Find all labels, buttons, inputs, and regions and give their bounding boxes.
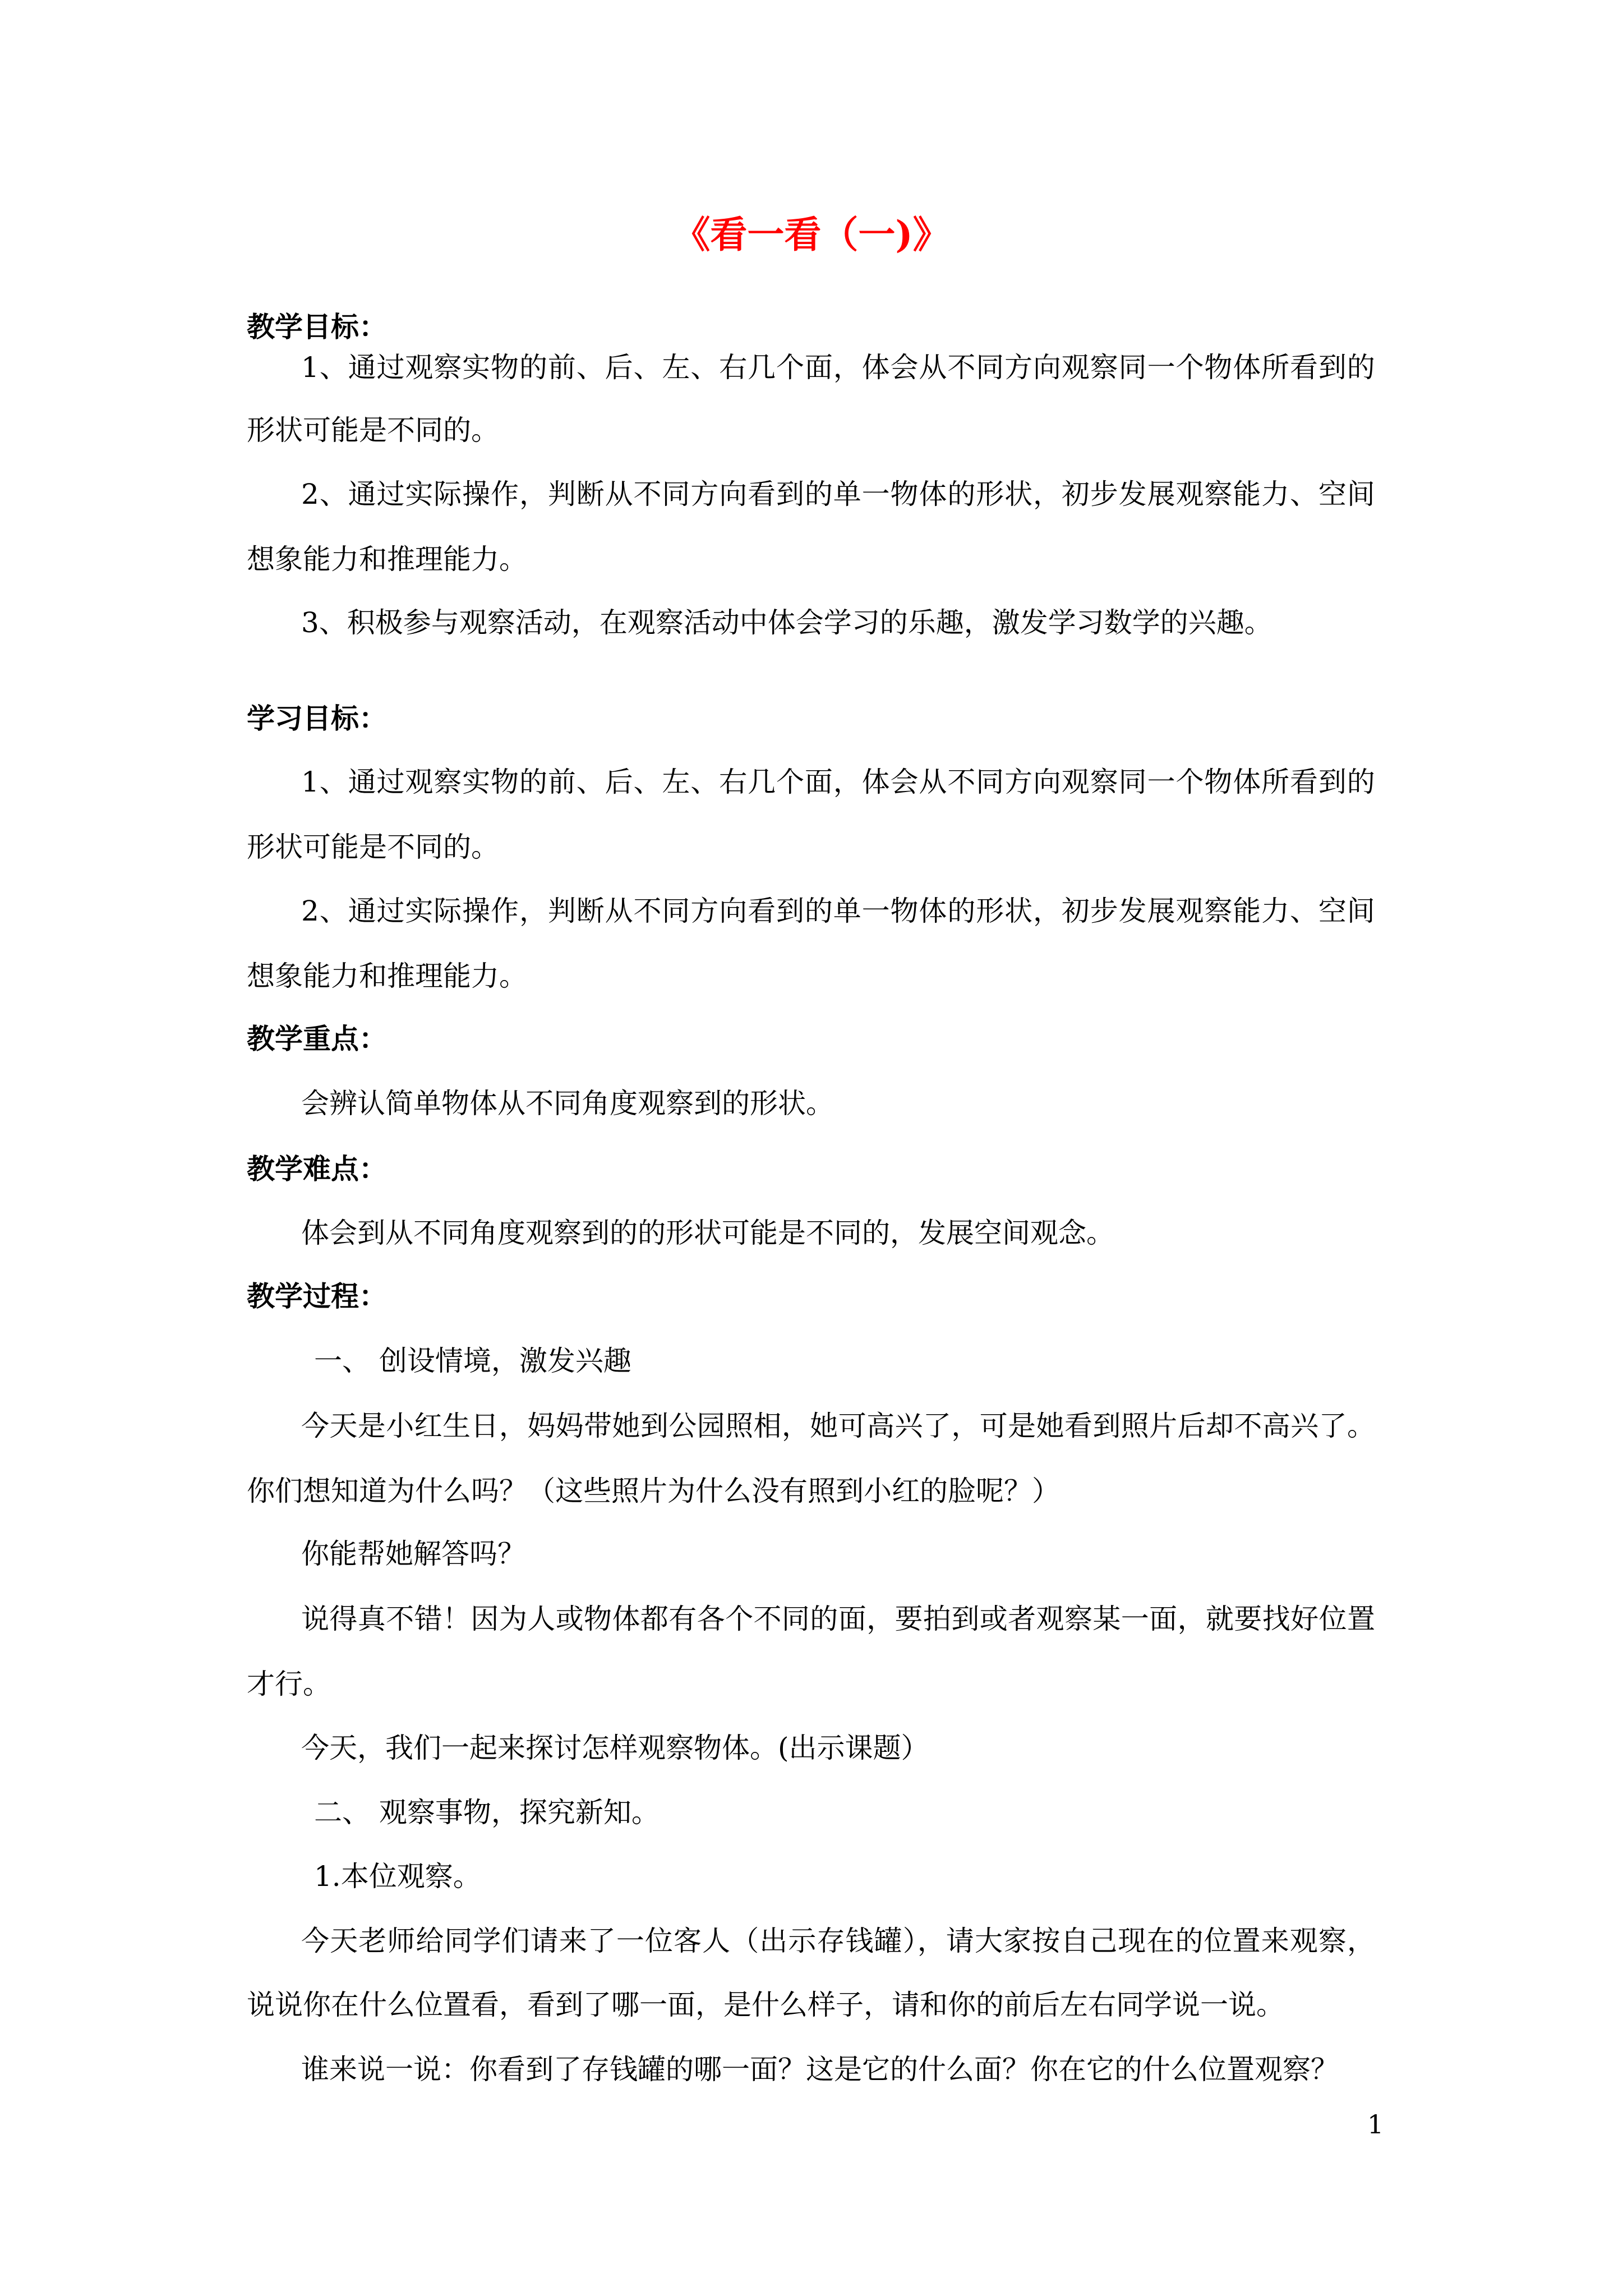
body-line: 你们想知道为什么吗？（这些照片为什么没有照到小红的脸呢？） [247,1475,1060,1507]
page-number: 1 [1367,2109,1384,2139]
body-line: 二、 观察事物，探究新知。 [314,1796,660,1829]
body-line: 说说你在什么位置看，看到了哪一面，是什么样子，请和你的前后左右同学说一说。 [247,1989,1284,2021]
body-line: 会辨认简单物体从不同角度观察到的形状。 [301,1087,834,1120]
body-line: 今天老师给同学们请来了一位客人（出示存钱罐），请大家按自己现在的位置来观察， [301,1925,1376,1957]
section-heading: 教学过程： [247,1280,387,1313]
body-line: 谁来说一说：你看到了存钱罐的哪一面？这是它的什么面？你在它的什么位置观察？ [301,2053,1339,2086]
body-line: 说得真不错！因为人或物体都有各个不同的面，要拍到或者观察某一面，就要找好位置 [301,1603,1376,1635]
body-line: 体会到从不同角度观察到的的形状可能是不同的，发展空间观念。 [301,1217,1114,1249]
section-heading: 教学目标： [247,310,387,343]
body-line: 3、积极参与观察活动，在观察活动中体会学习的乐趣，激发学习数学的兴趣。 [301,606,1272,639]
body-line: 想象能力和推理能力。 [247,960,527,992]
section-heading: 教学难点： [247,1152,387,1185]
body-line: 2、通过实际操作，判断从不同方向看到的单一物体的形状，初步发展观察能力、空间 [301,895,1376,927]
body-line: 形状可能是不同的。 [247,831,499,863]
body-line: 一、 创设情境，激发兴趣 [314,1345,631,1377]
body-line: 才行。 [247,1668,331,1700]
body-line: 1、通过观察实物的前、后、左、右几个面，体会从不同方向观察同一个物体所看到的 [301,766,1376,798]
section-heading: 教学重点： [247,1022,387,1055]
body-line: 2、通过实际操作，判断从不同方向看到的单一物体的形状，初步发展观察能力、空间 [301,478,1376,510]
body-line: 你能帮她解答吗？ [301,1538,525,1570]
document-title: 《看一看（一)》 [673,213,950,256]
body-line: 1、通过观察实物的前、后、左、右几个面，体会从不同方向观察同一个物体所看到的 [301,351,1376,384]
body-line: 今天是小红生日，妈妈带她到公园照相，她可高兴了，可是她看到照片后却不高兴了。 [301,1410,1376,1442]
body-line: 形状可能是不同的。 [247,414,499,447]
body-line: 今天，我们一起来探讨怎样观察物体。(出示课题） [301,1732,929,1764]
body-line: 想象能力和推理能力。 [247,543,527,576]
body-line: 1.本位观察。 [314,1860,481,1893]
section-heading: 学习目标： [247,702,387,735]
